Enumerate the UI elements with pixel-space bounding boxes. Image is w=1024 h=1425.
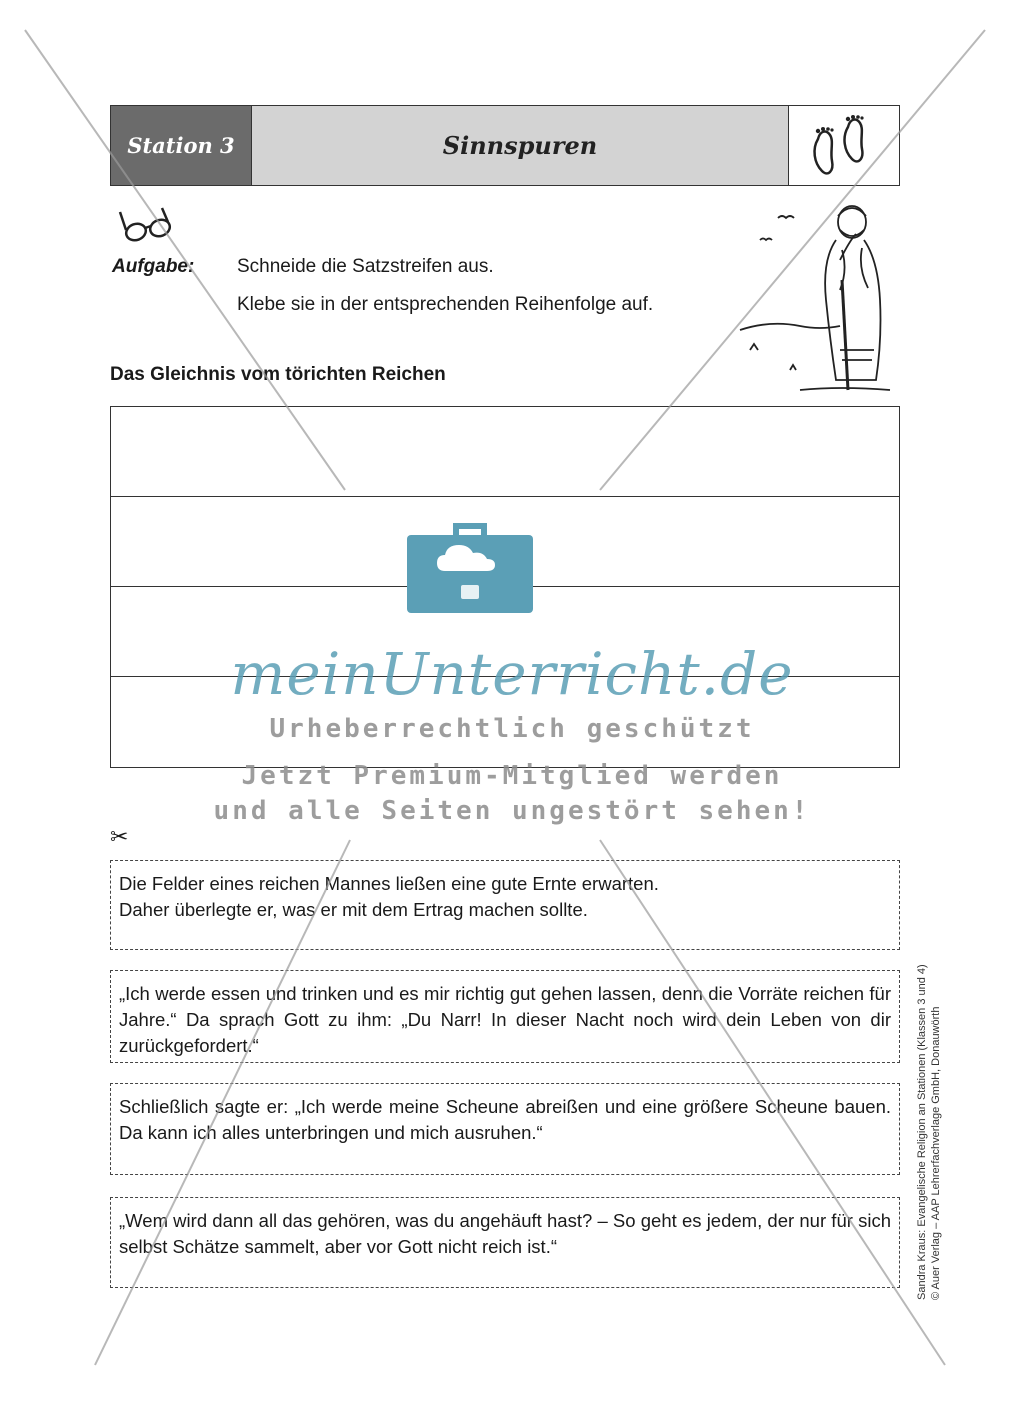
copyright-line-1: Sandra Kraus: Evangelische Religion an Stationen (Klassen 3 und 4) [916,964,928,1300]
watermark-line-1: Urheberrechtlich geschützt [269,714,755,744]
page-title: Sinnspuren [252,106,789,185]
sentence-strip-1[interactable] [110,860,900,950]
strip-4-text: „Wem wird dann all das gehören, was du angehäuft hast? – So geht es jedem, der nur für sich selbst Schätze sammelt, aber vor Gott nicht reich ist.“ [119,1210,891,1257]
strip-3-text: Schließlich sagte er: „Ich werde meine Scheune abreißen und eine größere Scheune bauen. Da kann ich alles unterbringen und mich ausruhen.“ [119,1096,891,1143]
scissors-icon: ✂ [110,824,129,849]
glasses-icon [118,206,178,246]
copyright-note [915,964,943,1300]
watermark-line-3: und alle Seiten ungestört sehen! [213,796,811,826]
briefcase-cloud-icon [405,515,535,615]
strip-1-line-1: Die Felder eines reichen Mannes ließen eine gute Ernte erwarten. [119,873,659,894]
answer-slot-1[interactable] [111,407,899,497]
copyright-line-2: © Auer Verlag – AAP Lehrerfachverlage GmbH, Donauwörth [930,1006,942,1300]
task-label: Aufgabe: [112,256,195,277]
sentence-strip-2[interactable] [110,970,900,1063]
footprints-icon [789,106,899,185]
station-label: Station 3 [111,106,252,185]
station-header [110,105,900,186]
task-instruction-1: Schneide die Satzstreifen aus. [237,256,494,277]
sentence-strip-4[interactable] [110,1197,900,1288]
section-title: Das Gleichnis vom törichten Reichen [110,364,446,385]
strip-1-line-2: Daher überlegte er, was er mit dem Ertrag machen sollte. [119,899,588,920]
strip-2-text: „Ich werde essen und trinken und es mir richtig gut gehen lassen, denn die Vorräte reichen für Jahre.“ Da sprach Gott zu ihm: „Du Narr! In dieser Nacht noch wird dein Leben von dir zurückgefordert.“ [119,983,891,1056]
watermark-line-2: Jetzt Premium-Mitglied werden [241,761,783,791]
task-instruction-2: Klebe sie in der entsprechenden Reihenfolge auf. [237,294,654,315]
man-with-staff-illustration [730,200,900,395]
sentence-strip-3[interactable] [110,1083,900,1175]
watermark-logo-text: meinUnterricht.de [230,640,794,708]
